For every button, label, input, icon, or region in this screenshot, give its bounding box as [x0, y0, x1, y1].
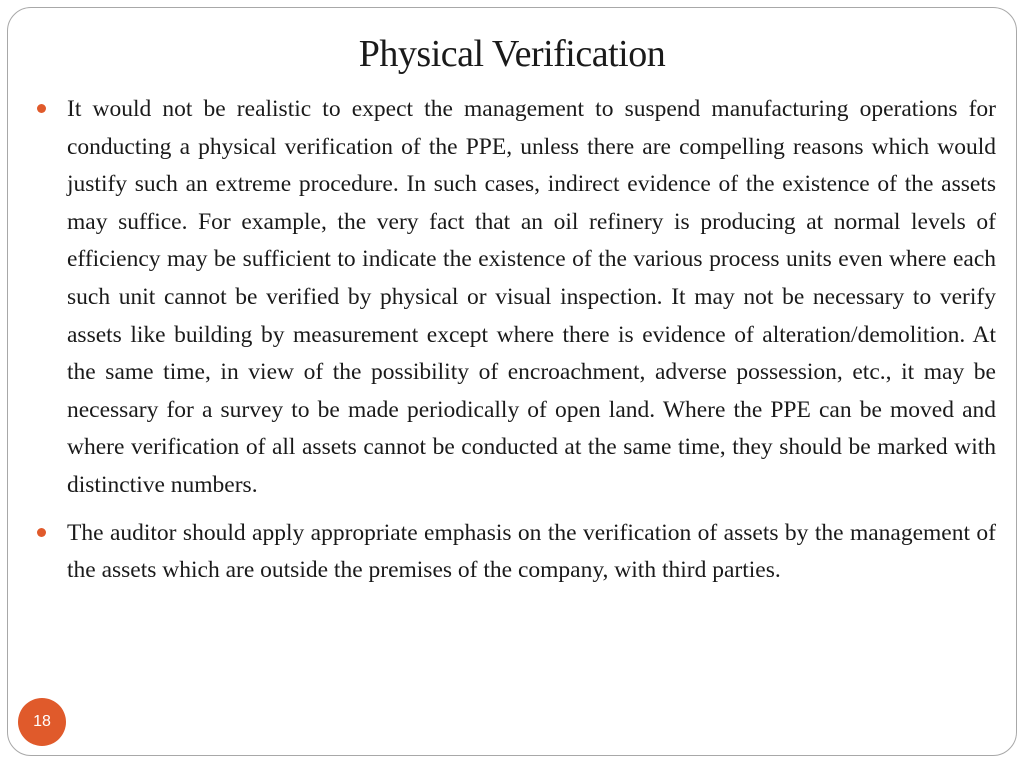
slide-title: Physical Verification [358, 33, 666, 75]
bullet-text: It would not be realistic to expect the management to suspend manufacturing operations for conducting a physical verification of the PPE, unless there are compelling reasons which would justify such an extreme procedure. In such cases, indirect evidence of the existence of the assets may suffice. For example, the very fact that an oil refinery is producing at normal levels of efficiency may be sufficient to indicate the existence of the various process units even where each such unit cannot be verified by physical or visual inspection. It may not be necessary to verify assets like building by measurement except where there is evidence of alteration/demolition. At the same time, in view of the possibility of encroachment, adverse possession, etc., it may be necessary for a survey to be made periodically of open land. Where the PPE can be moved and where verification of all assets cannot be conducted at the same time, they should be marked with distinctive numbers. [67, 96, 996, 498]
bullet-dot-icon [37, 528, 46, 537]
bullet-text: The auditor should apply appropriate emphasis on the verification of assets by the management of the assets which are outside the premises of the company, with third parties. [67, 519, 996, 584]
bullet-list [67, 91, 996, 600]
bullet-item [67, 91, 996, 505]
bullet-dot-icon [37, 104, 46, 113]
bullet-item [67, 515, 996, 590]
page-number-badge: 18 [18, 698, 66, 746]
